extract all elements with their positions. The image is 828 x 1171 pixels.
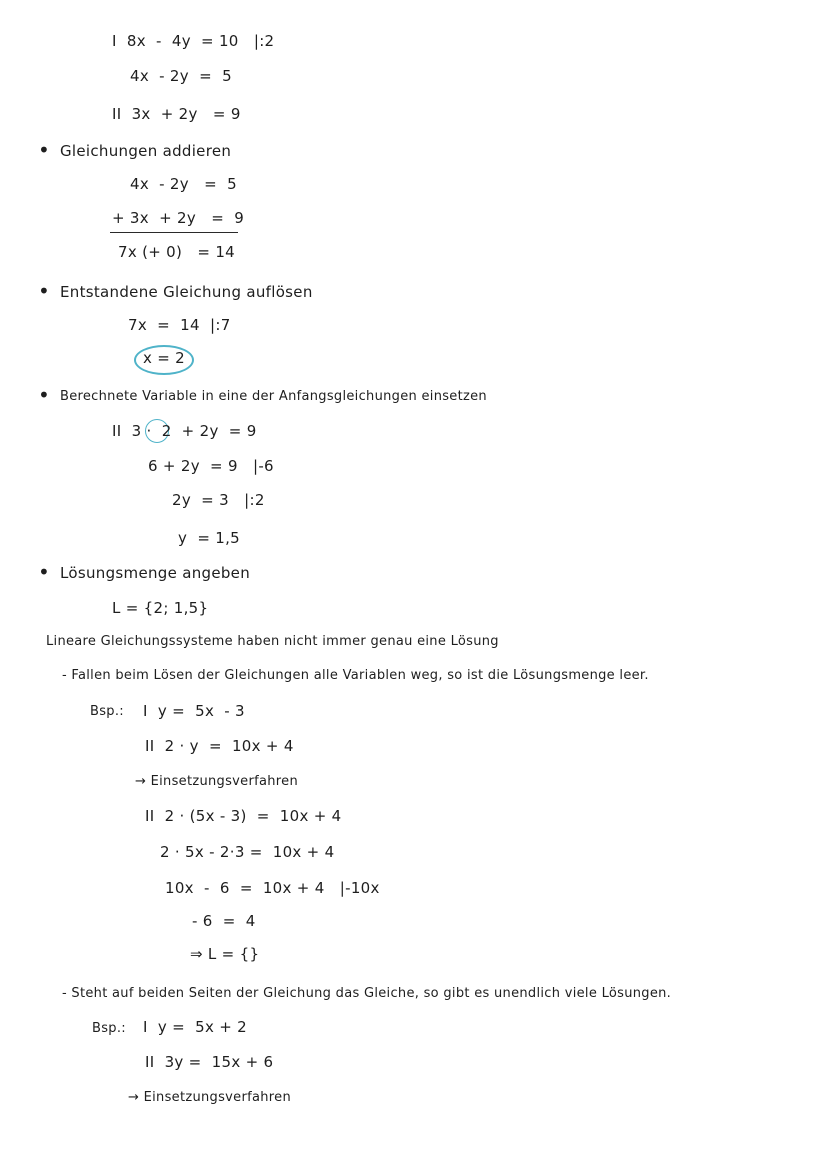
example1-equation-I: I y = 5x - 3	[143, 702, 245, 720]
step-solution-set: Lösungsmenge angeben	[60, 564, 251, 582]
example2-equation-II: II 3y = 15x + 6	[145, 1053, 274, 1071]
example1-step-3: 10x - 6 = 10x + 4 |-10x	[165, 879, 380, 897]
bullet: •	[38, 138, 51, 162]
bullet: •	[38, 279, 51, 303]
step-add-equations: Gleichungen addieren	[60, 142, 232, 160]
example1-step-2: 2 · 5x - 2·3 = 10x + 4	[160, 843, 335, 861]
insert-step-2: 6 + 2y = 9 |-6	[148, 457, 274, 475]
bullet: •	[38, 383, 51, 407]
addition-sum: 7x (+ 0) = 14	[118, 243, 235, 261]
case-empty-solution: - Fallen beim Lösen der Gleichungen alle Variablen weg, so ist die Lösungsmenge leer.	[62, 668, 649, 683]
example1-method: → Einsetzungsverfahren	[135, 774, 298, 789]
example2-method: → Einsetzungsverfahren	[128, 1090, 291, 1105]
addition-row-2: + 3x + 2y = 9	[112, 209, 245, 227]
solution-set: L = {2; 1,5}	[112, 599, 209, 617]
example1-result: ⇒ L = {}	[190, 945, 260, 963]
addition-row-1: 4x - 2y = 5	[130, 175, 238, 193]
example-label: Bsp.:	[90, 704, 124, 719]
example1-equation-II: II 2 · y = 10x + 4	[145, 737, 294, 755]
solve-step-1: 7x = 14 |:7	[128, 316, 231, 334]
example2-equation-I: I y = 5x + 2	[143, 1018, 247, 1036]
section-heading: Lineare Gleichungssysteme haben nicht immer genau eine Lösung	[46, 634, 499, 649]
example-label: Bsp.:	[92, 1021, 126, 1036]
insert-step-3: 2y = 3 |:2	[172, 491, 265, 509]
bullet: •	[38, 560, 51, 584]
equation-II: II 3x + 2y = 9	[112, 105, 241, 123]
sum-underline	[110, 232, 238, 233]
equation-I-halved: 4x - 2y = 5	[130, 67, 232, 85]
example1-step-1: II 2 · (5x - 3) = 10x + 4	[145, 807, 342, 825]
insert-step-4: y = 1,5	[178, 529, 241, 547]
step-solve-equation: Entstandene Gleichung auflösen	[60, 283, 313, 301]
insert-step-1: II 3 · 2 + 2y = 9	[112, 422, 257, 440]
equation-I: I 8x - 4y = 10 |:2	[112, 32, 275, 50]
case-infinite-solutions: - Steht auf beiden Seiten der Gleichung das Gleiche, so gibt es unendlich viele Lösungen.	[62, 986, 672, 1001]
solution-x: x = 2	[143, 349, 186, 367]
step-insert-variable: Berechnete Variable in eine der Anfangsgleichungen einsetzen	[60, 389, 487, 404]
example1-step-4: - 6 = 4	[192, 912, 256, 930]
